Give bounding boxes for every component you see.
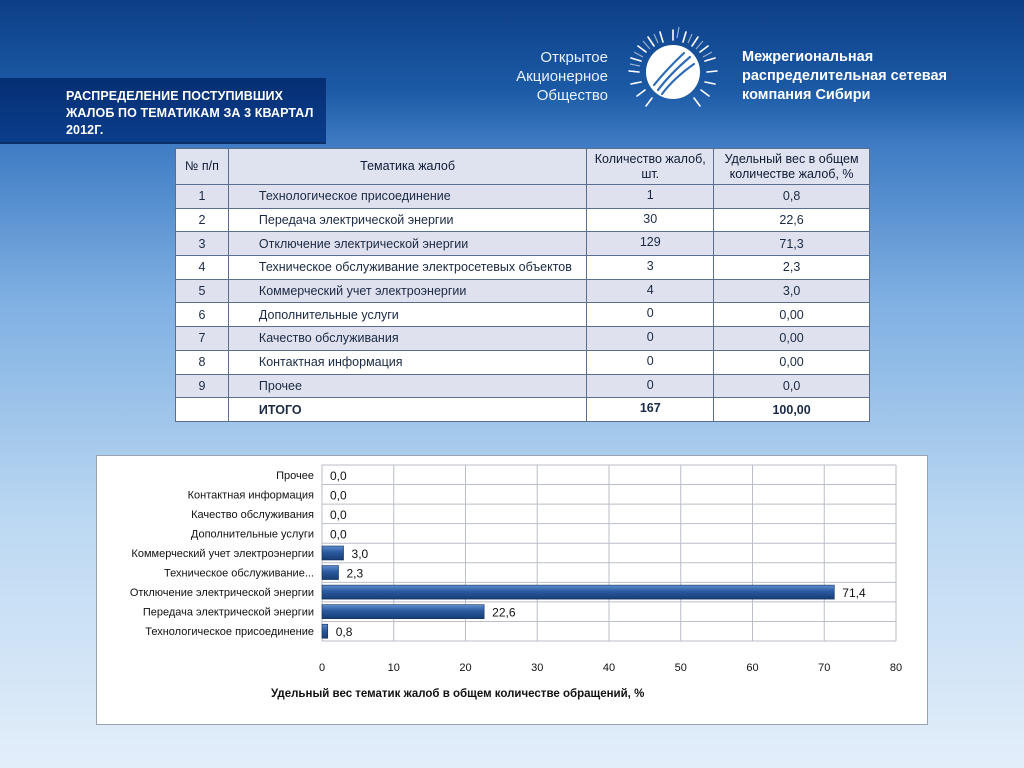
brand-left-line: Общество xyxy=(536,87,608,104)
cell-share: 22,6 xyxy=(714,208,870,232)
data-label: 0,8 xyxy=(335,625,353,640)
tick-label: 80 xyxy=(889,662,903,674)
brand-right-line: Межрегиональная xyxy=(742,49,874,65)
cell-share: 0,8 xyxy=(714,185,870,209)
cell-share: 3,0 xyxy=(714,279,870,303)
cell-share: 71,3 xyxy=(714,232,870,256)
cell-num: 1 xyxy=(176,185,229,209)
header-count: Количество жалоб, шт. xyxy=(587,149,714,185)
data-label: 0,0 xyxy=(330,488,347,503)
cell-topic: Отключение электрической энергии xyxy=(228,232,586,256)
header-num: № п/п xyxy=(176,149,229,185)
category-label: Передача электрической энергии xyxy=(142,606,314,619)
company-logo-icon xyxy=(614,24,732,124)
table-row xyxy=(176,350,870,374)
category-label: Контактная информация xyxy=(187,489,314,502)
header-share: Удельный вес в общем количестве жалоб, % xyxy=(714,149,870,185)
cell-count: 30 xyxy=(587,208,714,232)
data-label: 2,3 xyxy=(346,566,364,581)
cell-count: 4 xyxy=(587,279,714,303)
cell-count: 0 xyxy=(587,374,714,398)
table-row xyxy=(176,327,870,351)
data-label: 0,0 xyxy=(330,527,347,542)
x-axis-label: Удельный вес тематик жалоб в общем количестве обращений, % xyxy=(271,688,645,700)
cell-share: 2,3 xyxy=(714,256,870,280)
cell-share: 0,00 xyxy=(714,327,870,351)
cell-share: 0,00 xyxy=(714,350,870,374)
tick-label: 40 xyxy=(602,662,616,674)
cell-num: 4 xyxy=(176,256,229,280)
cell-topic: Технологическое присоединение xyxy=(228,185,586,209)
tick-label: 30 xyxy=(531,662,544,674)
table-total-row xyxy=(176,398,870,422)
cell-share: 100,00 xyxy=(714,398,870,422)
cell-topic: Коммерческий учет электроэнергии xyxy=(228,279,586,303)
cell-num: 5 xyxy=(176,279,229,303)
brand-right-line: компания Сибири xyxy=(742,87,871,103)
category-label: Коммерческий учет электроэнергии xyxy=(131,548,314,560)
data-label: 22,6 xyxy=(492,605,516,620)
cell-num: 2 xyxy=(176,208,229,232)
table-row xyxy=(176,208,870,232)
chart-canvas xyxy=(97,456,929,726)
brand-left-line: Открытое xyxy=(540,49,608,66)
cell-topic: Дополнительные услуги xyxy=(228,303,586,327)
cell-num: 8 xyxy=(176,350,229,374)
cell-topic: Контактная информация xyxy=(228,350,586,374)
cell-count: 1 xyxy=(587,185,714,209)
table-row xyxy=(176,374,870,398)
bar xyxy=(322,585,834,599)
complaints-table xyxy=(175,148,870,422)
table-row xyxy=(176,256,870,280)
category-label: Прочее xyxy=(276,469,314,482)
cell-topic: Передача электрической энергии xyxy=(228,208,586,232)
cell-num: 3 xyxy=(176,232,229,256)
data-label: 0,0 xyxy=(330,507,347,522)
cell-topic: Прочее xyxy=(228,374,586,398)
tick-label: 0 xyxy=(318,662,326,674)
tick-label: 70 xyxy=(818,662,831,674)
table-row xyxy=(176,303,870,327)
cell-count: 167 xyxy=(587,398,714,422)
cell-topic: ИТОГО xyxy=(228,398,586,422)
bar xyxy=(322,546,344,560)
cell-count: 3 xyxy=(587,256,714,280)
header-topic: Тематика жалоб xyxy=(228,149,586,185)
cell-count: 129 xyxy=(587,232,714,256)
table-header-row xyxy=(176,149,870,185)
data-label: 0,0 xyxy=(330,468,347,483)
bar xyxy=(322,624,328,638)
data-label: 71,4 xyxy=(842,586,866,601)
cell-topic: Техническое обслуживание электросетевых объектов xyxy=(228,256,586,280)
category-label: Дополнительные услуги xyxy=(190,528,314,541)
bar xyxy=(322,605,484,619)
tick-label: 50 xyxy=(674,662,687,674)
cell-count: 0 xyxy=(587,327,714,351)
table-row xyxy=(176,279,870,303)
category-label: Техническое обслуживание... xyxy=(164,567,314,580)
cell-share: 0,0 xyxy=(714,374,870,398)
bar xyxy=(322,566,339,580)
table-row xyxy=(176,232,870,256)
cell-topic: Качество обслуживания xyxy=(228,327,586,351)
brand-right-line: распределительная сетевая xyxy=(742,68,948,84)
table-row xyxy=(176,185,870,209)
company-name-text xyxy=(742,48,1012,105)
brand-left-line: Акционерное xyxy=(516,68,608,85)
category-label: Качество обслуживания xyxy=(191,508,314,521)
data-label: 3,0 xyxy=(351,547,369,561)
cell-count: 0 xyxy=(587,350,714,374)
cell-num: 9 xyxy=(176,374,229,398)
tick-label: 60 xyxy=(746,662,759,674)
cell-share: 0,00 xyxy=(714,303,870,327)
cell-num: 7 xyxy=(176,327,229,351)
cell-num xyxy=(176,398,229,422)
cell-count: 0 xyxy=(587,303,714,327)
slide-title: РАСПРЕДЕЛЕНИЕ ПОСТУПИВШИХ ЖАЛОБ ПО ТЕМАТИКАМ ЗА 3 КВАРТАЛ 2012Г. xyxy=(0,78,326,144)
tick-label: 20 xyxy=(459,662,472,674)
category-label: Технологическое присоединение xyxy=(145,626,314,639)
category-label: Отключение электрической энергии xyxy=(129,587,314,600)
share-bar-chart xyxy=(96,455,928,725)
cell-num: 6 xyxy=(176,303,229,327)
tick-label: 10 xyxy=(387,662,400,674)
company-form-text xyxy=(480,48,608,105)
